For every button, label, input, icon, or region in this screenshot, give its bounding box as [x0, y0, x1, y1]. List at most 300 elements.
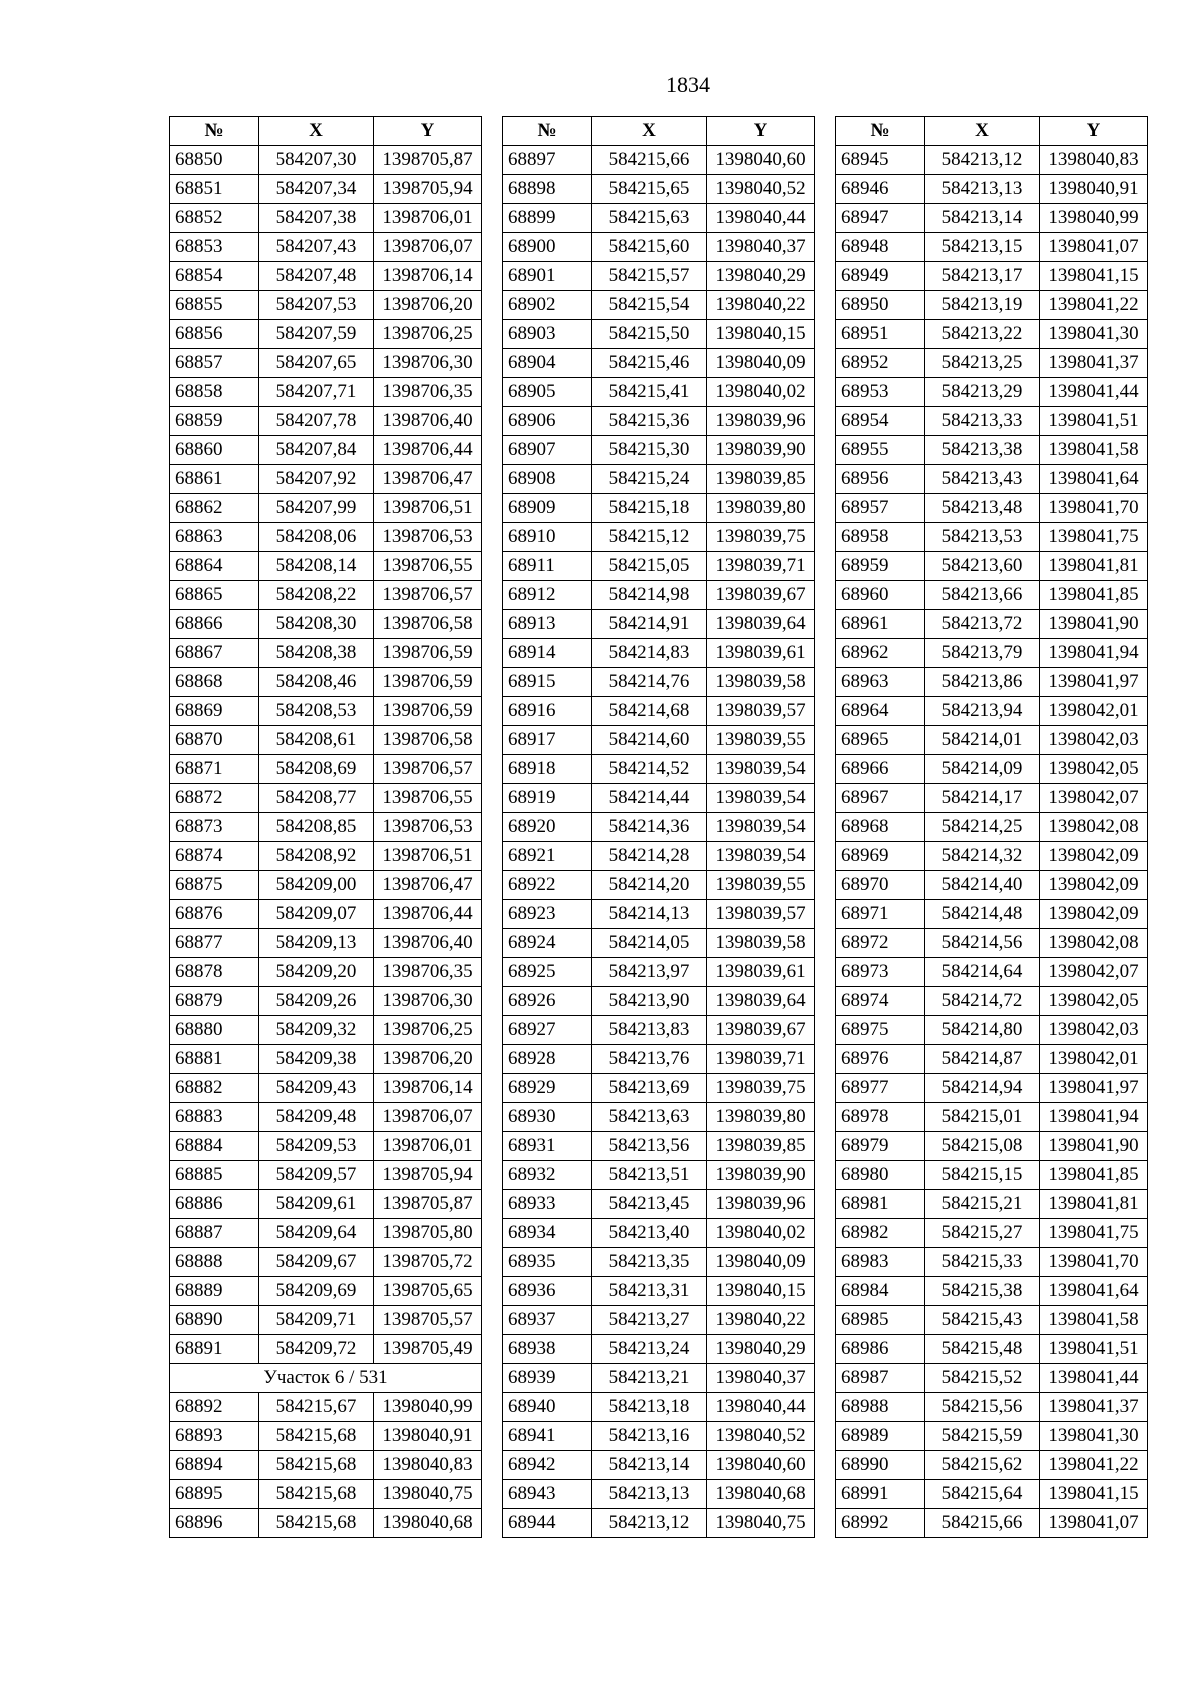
table-row — [170, 436, 482, 465]
point-number-cell: 68928 — [503, 1045, 592, 1074]
point-number-cell: 68860 — [170, 436, 259, 465]
table-row — [170, 1045, 482, 1074]
y-coordinate-cell: 1398040,68 — [374, 1509, 482, 1538]
y-coordinate-cell: 1398040,37 — [707, 1364, 815, 1393]
y-coordinate-cell: 1398040,29 — [707, 262, 815, 291]
table-row — [503, 465, 815, 494]
y-coordinate-cell: 1398705,65 — [374, 1277, 482, 1306]
x-coordinate-cell: 584215,62 — [925, 1451, 1040, 1480]
point-number-cell: 68920 — [503, 813, 592, 842]
table-row — [836, 871, 1148, 900]
table-row — [170, 1103, 482, 1132]
y-coordinate-cell: 1398041,97 — [1040, 668, 1148, 697]
table-row — [503, 291, 815, 320]
x-coordinate-cell: 584213,86 — [925, 668, 1040, 697]
y-coordinate-cell: 1398706,40 — [374, 407, 482, 436]
point-number-cell: 68905 — [503, 378, 592, 407]
y-coordinate-cell: 1398041,81 — [1040, 552, 1148, 581]
y-coordinate-cell: 1398039,58 — [707, 929, 815, 958]
table-header-row — [170, 117, 482, 146]
table-row — [170, 1335, 482, 1364]
y-coordinate-cell: 1398040,29 — [707, 1335, 815, 1364]
x-coordinate-cell: 584213,60 — [925, 552, 1040, 581]
table-row — [503, 262, 815, 291]
y-coordinate-cell: 1398041,75 — [1040, 1219, 1148, 1248]
table-row — [170, 523, 482, 552]
table-row — [503, 1103, 815, 1132]
table-row — [503, 233, 815, 262]
point-number-cell: 68922 — [503, 871, 592, 900]
y-coordinate-cell: 1398041,37 — [1040, 349, 1148, 378]
point-number-cell: 68944 — [503, 1509, 592, 1538]
point-number-cell: 68950 — [836, 291, 925, 320]
table-row — [170, 697, 482, 726]
point-number-cell: 68856 — [170, 320, 259, 349]
table-row — [170, 871, 482, 900]
table-row — [836, 1219, 1148, 1248]
y-coordinate-cell: 1398041,85 — [1040, 581, 1148, 610]
x-coordinate-cell: 584214,91 — [592, 610, 707, 639]
table-row — [503, 407, 815, 436]
table-row — [503, 958, 815, 987]
x-coordinate-cell: 584213,21 — [592, 1364, 707, 1393]
y-coordinate-cell: 1398041,64 — [1040, 465, 1148, 494]
table-row — [836, 494, 1148, 523]
point-number-cell: 68964 — [836, 697, 925, 726]
table-row — [170, 349, 482, 378]
table-row — [503, 1161, 815, 1190]
y-coordinate-cell: 1398039,54 — [707, 784, 815, 813]
point-number-cell: 68911 — [503, 552, 592, 581]
y-coordinate-cell: 1398041,81 — [1040, 1190, 1148, 1219]
table-row — [503, 1074, 815, 1103]
point-number-cell: 68873 — [170, 813, 259, 842]
x-coordinate-cell: 584215,05 — [592, 552, 707, 581]
x-coordinate-cell: 584208,22 — [259, 581, 374, 610]
table-row — [170, 1132, 482, 1161]
x-coordinate-cell: 584213,51 — [592, 1161, 707, 1190]
point-number-cell: 68883 — [170, 1103, 259, 1132]
point-number-cell: 68984 — [836, 1277, 925, 1306]
x-coordinate-cell: 584209,72 — [259, 1335, 374, 1364]
x-coordinate-cell: 584213,13 — [925, 175, 1040, 204]
y-coordinate-cell: 1398706,53 — [374, 813, 482, 842]
point-number-cell: 68885 — [170, 1161, 259, 1190]
y-coordinate-cell: 1398706,40 — [374, 929, 482, 958]
point-number-cell: 68890 — [170, 1306, 259, 1335]
table-row — [170, 987, 482, 1016]
y-coordinate-cell: 1398042,03 — [1040, 726, 1148, 755]
x-coordinate-cell: 584213,66 — [925, 581, 1040, 610]
x-coordinate-cell: 584215,08 — [925, 1132, 1040, 1161]
point-number-cell: 68931 — [503, 1132, 592, 1161]
point-number-cell: 68930 — [503, 1103, 592, 1132]
table-row — [836, 407, 1148, 436]
point-number-cell: 68933 — [503, 1190, 592, 1219]
x-coordinate-cell: 584207,84 — [259, 436, 374, 465]
header-number: № — [836, 117, 925, 146]
y-coordinate-cell: 1398039,85 — [707, 1132, 815, 1161]
point-number-cell: 68900 — [503, 233, 592, 262]
point-number-cell: 68881 — [170, 1045, 259, 1074]
y-coordinate-cell: 1398040,37 — [707, 233, 815, 262]
x-coordinate-cell: 584213,40 — [592, 1219, 707, 1248]
x-coordinate-cell: 584214,60 — [592, 726, 707, 755]
table-row — [503, 1393, 815, 1422]
x-coordinate-cell: 584209,20 — [259, 958, 374, 987]
y-coordinate-cell: 1398041,94 — [1040, 639, 1148, 668]
point-number-cell: 68972 — [836, 929, 925, 958]
point-number-cell: 68872 — [170, 784, 259, 813]
x-coordinate-cell: 584207,38 — [259, 204, 374, 233]
table-row — [503, 1451, 815, 1480]
point-number-cell: 68868 — [170, 668, 259, 697]
table-row — [503, 146, 815, 175]
point-number-cell: 68951 — [836, 320, 925, 349]
x-coordinate-cell: 584213,15 — [925, 233, 1040, 262]
x-coordinate-cell: 584215,52 — [925, 1364, 1040, 1393]
x-coordinate-cell: 584215,43 — [925, 1306, 1040, 1335]
table-row — [503, 987, 815, 1016]
x-coordinate-cell: 584214,80 — [925, 1016, 1040, 1045]
x-coordinate-cell: 584209,32 — [259, 1016, 374, 1045]
y-coordinate-cell: 1398039,67 — [707, 581, 815, 610]
table-row — [836, 1509, 1148, 1538]
y-coordinate-cell: 1398705,49 — [374, 1335, 482, 1364]
point-number-cell: 68943 — [503, 1480, 592, 1509]
x-coordinate-cell: 584213,53 — [925, 523, 1040, 552]
header-x: X — [259, 117, 374, 146]
table-row — [836, 958, 1148, 987]
table-row — [836, 842, 1148, 871]
table-row — [170, 1422, 482, 1451]
x-coordinate-cell: 584213,69 — [592, 1074, 707, 1103]
coordinates-table-2 — [502, 116, 815, 1538]
point-number-cell: 68973 — [836, 958, 925, 987]
x-coordinate-cell: 584214,20 — [592, 871, 707, 900]
point-number-cell: 68874 — [170, 842, 259, 871]
x-coordinate-cell: 584214,05 — [592, 929, 707, 958]
x-coordinate-cell: 584215,63 — [592, 204, 707, 233]
point-number-cell: 68907 — [503, 436, 592, 465]
point-number-cell: 68892 — [170, 1393, 259, 1422]
x-coordinate-cell: 584215,15 — [925, 1161, 1040, 1190]
table-row — [503, 1016, 815, 1045]
header-y: Y — [707, 117, 815, 146]
table-row — [836, 204, 1148, 233]
y-coordinate-cell: 1398041,51 — [1040, 1335, 1148, 1364]
table-row — [836, 900, 1148, 929]
table-row — [503, 871, 815, 900]
point-number-cell: 68876 — [170, 900, 259, 929]
x-coordinate-cell: 584207,71 — [259, 378, 374, 407]
x-coordinate-cell: 584207,65 — [259, 349, 374, 378]
table-row — [836, 1335, 1148, 1364]
point-number-cell: 68927 — [503, 1016, 592, 1045]
y-coordinate-cell: 1398041,51 — [1040, 407, 1148, 436]
point-number-cell: 68875 — [170, 871, 259, 900]
x-coordinate-cell: 584215,60 — [592, 233, 707, 262]
x-coordinate-cell: 584209,71 — [259, 1306, 374, 1335]
y-coordinate-cell: 1398039,57 — [707, 697, 815, 726]
table-row — [503, 378, 815, 407]
y-coordinate-cell: 1398706,20 — [374, 1045, 482, 1074]
x-coordinate-cell: 584208,46 — [259, 668, 374, 697]
point-number-cell: 68918 — [503, 755, 592, 784]
point-number-cell: 68971 — [836, 900, 925, 929]
point-number-cell: 68935 — [503, 1248, 592, 1277]
x-coordinate-cell: 584213,12 — [925, 146, 1040, 175]
y-coordinate-cell: 1398041,30 — [1040, 320, 1148, 349]
y-coordinate-cell: 1398706,30 — [374, 987, 482, 1016]
x-coordinate-cell: 584213,19 — [925, 291, 1040, 320]
x-coordinate-cell: 584215,68 — [259, 1480, 374, 1509]
point-number-cell: 68956 — [836, 465, 925, 494]
y-coordinate-cell: 1398040,22 — [707, 1306, 815, 1335]
point-number-cell: 68942 — [503, 1451, 592, 1480]
table-row — [503, 726, 815, 755]
x-coordinate-cell: 584215,68 — [259, 1422, 374, 1451]
point-number-cell: 68869 — [170, 697, 259, 726]
y-coordinate-cell: 1398042,09 — [1040, 842, 1148, 871]
point-number-cell: 68859 — [170, 407, 259, 436]
x-coordinate-cell: 584215,54 — [592, 291, 707, 320]
x-coordinate-cell: 584213,31 — [592, 1277, 707, 1306]
point-number-cell: 68889 — [170, 1277, 259, 1306]
point-number-cell: 68879 — [170, 987, 259, 1016]
table-row — [503, 929, 815, 958]
x-coordinate-cell: 584214,83 — [592, 639, 707, 668]
x-coordinate-cell: 584214,98 — [592, 581, 707, 610]
table-row — [170, 610, 482, 639]
point-number-cell: 68976 — [836, 1045, 925, 1074]
y-coordinate-cell: 1398041,94 — [1040, 1103, 1148, 1132]
table-row — [503, 610, 815, 639]
table-row — [836, 552, 1148, 581]
x-coordinate-cell: 584213,83 — [592, 1016, 707, 1045]
x-coordinate-cell: 584209,26 — [259, 987, 374, 1016]
x-coordinate-cell: 584209,64 — [259, 1219, 374, 1248]
point-number-cell: 68962 — [836, 639, 925, 668]
table-header-row — [503, 117, 815, 146]
y-coordinate-cell: 1398039,67 — [707, 1016, 815, 1045]
y-coordinate-cell: 1398705,87 — [374, 146, 482, 175]
x-coordinate-cell: 584213,17 — [925, 262, 1040, 291]
point-number-cell: 68946 — [836, 175, 925, 204]
y-coordinate-cell: 1398040,52 — [707, 1422, 815, 1451]
table-row — [503, 842, 815, 871]
table-row — [170, 1161, 482, 1190]
x-coordinate-cell: 584207,48 — [259, 262, 374, 291]
point-number-cell: 68884 — [170, 1132, 259, 1161]
y-coordinate-cell: 1398706,14 — [374, 1074, 482, 1103]
y-coordinate-cell: 1398041,58 — [1040, 1306, 1148, 1335]
x-coordinate-cell: 584207,92 — [259, 465, 374, 494]
x-coordinate-cell: 584215,33 — [925, 1248, 1040, 1277]
table-row — [170, 1451, 482, 1480]
y-coordinate-cell: 1398041,15 — [1040, 262, 1148, 291]
point-number-cell: 68974 — [836, 987, 925, 1016]
x-coordinate-cell: 584215,12 — [592, 523, 707, 552]
point-number-cell: 68903 — [503, 320, 592, 349]
y-coordinate-cell: 1398705,87 — [374, 1190, 482, 1219]
point-number-cell: 68945 — [836, 146, 925, 175]
y-coordinate-cell: 1398040,83 — [1040, 146, 1148, 175]
table-row — [503, 581, 815, 610]
x-coordinate-cell: 584214,40 — [925, 871, 1040, 900]
table-row — [170, 784, 482, 813]
y-coordinate-cell: 1398042,03 — [1040, 1016, 1148, 1045]
y-coordinate-cell: 1398706,55 — [374, 552, 482, 581]
point-number-cell: 68960 — [836, 581, 925, 610]
table-row — [836, 233, 1148, 262]
table-row — [170, 552, 482, 581]
x-coordinate-cell: 584214,72 — [925, 987, 1040, 1016]
point-number-cell: 68925 — [503, 958, 592, 987]
point-number-cell: 68899 — [503, 204, 592, 233]
x-coordinate-cell: 584207,99 — [259, 494, 374, 523]
y-coordinate-cell: 1398039,57 — [707, 900, 815, 929]
x-coordinate-cell: 584213,48 — [925, 494, 1040, 523]
y-coordinate-cell: 1398039,61 — [707, 958, 815, 987]
point-number-cell: 68979 — [836, 1132, 925, 1161]
x-coordinate-cell: 584214,44 — [592, 784, 707, 813]
x-coordinate-cell: 584214,13 — [592, 900, 707, 929]
table-row — [836, 784, 1148, 813]
y-coordinate-cell: 1398706,53 — [374, 523, 482, 552]
x-coordinate-cell: 584213,90 — [592, 987, 707, 1016]
point-number-cell: 68934 — [503, 1219, 592, 1248]
x-coordinate-cell: 584213,45 — [592, 1190, 707, 1219]
table-row — [503, 639, 815, 668]
table-row — [836, 1422, 1148, 1451]
y-coordinate-cell: 1398706,58 — [374, 726, 482, 755]
y-coordinate-cell: 1398042,01 — [1040, 697, 1148, 726]
x-coordinate-cell: 584208,69 — [259, 755, 374, 784]
x-coordinate-cell: 584207,34 — [259, 175, 374, 204]
point-number-cell: 68921 — [503, 842, 592, 871]
x-coordinate-cell: 584213,35 — [592, 1248, 707, 1277]
table-row — [170, 1277, 482, 1306]
y-coordinate-cell: 1398706,51 — [374, 494, 482, 523]
y-coordinate-cell: 1398040,75 — [707, 1509, 815, 1538]
y-coordinate-cell: 1398041,75 — [1040, 523, 1148, 552]
table-row — [170, 262, 482, 291]
y-coordinate-cell: 1398040,68 — [707, 1480, 815, 1509]
point-number-cell: 68953 — [836, 378, 925, 407]
point-number-cell: 68863 — [170, 523, 259, 552]
y-coordinate-cell: 1398706,25 — [374, 320, 482, 349]
table-row — [170, 175, 482, 204]
x-coordinate-cell: 584213,38 — [925, 436, 1040, 465]
x-coordinate-cell: 584215,59 — [925, 1422, 1040, 1451]
point-number-cell: 68882 — [170, 1074, 259, 1103]
x-coordinate-cell: 584215,57 — [592, 262, 707, 291]
x-coordinate-cell: 584214,32 — [925, 842, 1040, 871]
table-row — [170, 1393, 482, 1422]
x-coordinate-cell: 584213,56 — [592, 1132, 707, 1161]
point-number-cell: 68897 — [503, 146, 592, 175]
point-number-cell: 68906 — [503, 407, 592, 436]
y-coordinate-cell: 1398039,71 — [707, 1045, 815, 1074]
table-row — [503, 755, 815, 784]
y-coordinate-cell: 1398039,85 — [707, 465, 815, 494]
table-row — [503, 813, 815, 842]
header-x: X — [925, 117, 1040, 146]
y-coordinate-cell: 1398706,14 — [374, 262, 482, 291]
y-coordinate-cell: 1398041,07 — [1040, 1509, 1148, 1538]
point-number-cell: 68929 — [503, 1074, 592, 1103]
x-coordinate-cell: 584215,68 — [259, 1509, 374, 1538]
point-number-cell: 68895 — [170, 1480, 259, 1509]
x-coordinate-cell: 584213,18 — [592, 1393, 707, 1422]
y-coordinate-cell: 1398040,02 — [707, 378, 815, 407]
x-coordinate-cell: 584208,06 — [259, 523, 374, 552]
point-number-cell: 68886 — [170, 1190, 259, 1219]
y-coordinate-cell: 1398039,61 — [707, 639, 815, 668]
table-row — [170, 813, 482, 842]
point-number-cell: 68866 — [170, 610, 259, 639]
y-coordinate-cell: 1398041,90 — [1040, 1132, 1148, 1161]
table-row — [503, 784, 815, 813]
point-number-cell: 68966 — [836, 755, 925, 784]
x-coordinate-cell: 584213,14 — [925, 204, 1040, 233]
point-number-cell: 68901 — [503, 262, 592, 291]
y-coordinate-cell: 1398039,54 — [707, 842, 815, 871]
x-coordinate-cell: 584214,76 — [592, 668, 707, 697]
table-row — [836, 1393, 1148, 1422]
point-number-cell: 68877 — [170, 929, 259, 958]
table-row — [503, 1045, 815, 1074]
y-coordinate-cell: 1398039,80 — [707, 494, 815, 523]
point-number-cell: 68983 — [836, 1248, 925, 1277]
table-row — [503, 1422, 815, 1451]
point-number-cell: 68902 — [503, 291, 592, 320]
table-row — [503, 1364, 815, 1393]
point-number-cell: 68986 — [836, 1335, 925, 1364]
x-coordinate-cell: 584215,46 — [592, 349, 707, 378]
x-coordinate-cell: 584207,43 — [259, 233, 374, 262]
table-row — [503, 552, 815, 581]
y-coordinate-cell: 1398041,58 — [1040, 436, 1148, 465]
y-coordinate-cell: 1398039,90 — [707, 1161, 815, 1190]
table-row — [170, 929, 482, 958]
x-coordinate-cell: 584214,28 — [592, 842, 707, 871]
x-coordinate-cell: 584213,97 — [592, 958, 707, 987]
table-row — [170, 407, 482, 436]
table-row — [170, 1074, 482, 1103]
y-coordinate-cell: 1398705,80 — [374, 1219, 482, 1248]
x-coordinate-cell: 584215,50 — [592, 320, 707, 349]
x-coordinate-cell: 584209,38 — [259, 1045, 374, 1074]
table-row — [836, 755, 1148, 784]
x-coordinate-cell: 584208,61 — [259, 726, 374, 755]
table-row — [503, 436, 815, 465]
y-coordinate-cell: 1398041,22 — [1040, 1451, 1148, 1480]
y-coordinate-cell: 1398042,07 — [1040, 958, 1148, 987]
y-coordinate-cell: 1398041,44 — [1040, 378, 1148, 407]
point-number-cell: 68894 — [170, 1451, 259, 1480]
x-coordinate-cell: 584209,07 — [259, 900, 374, 929]
y-coordinate-cell: 1398706,58 — [374, 610, 482, 639]
x-coordinate-cell: 584215,41 — [592, 378, 707, 407]
y-coordinate-cell: 1398705,72 — [374, 1248, 482, 1277]
y-coordinate-cell: 1398039,55 — [707, 871, 815, 900]
point-number-cell: 68990 — [836, 1451, 925, 1480]
table-row — [836, 146, 1148, 175]
table-row — [503, 1480, 815, 1509]
table-row — [170, 320, 482, 349]
